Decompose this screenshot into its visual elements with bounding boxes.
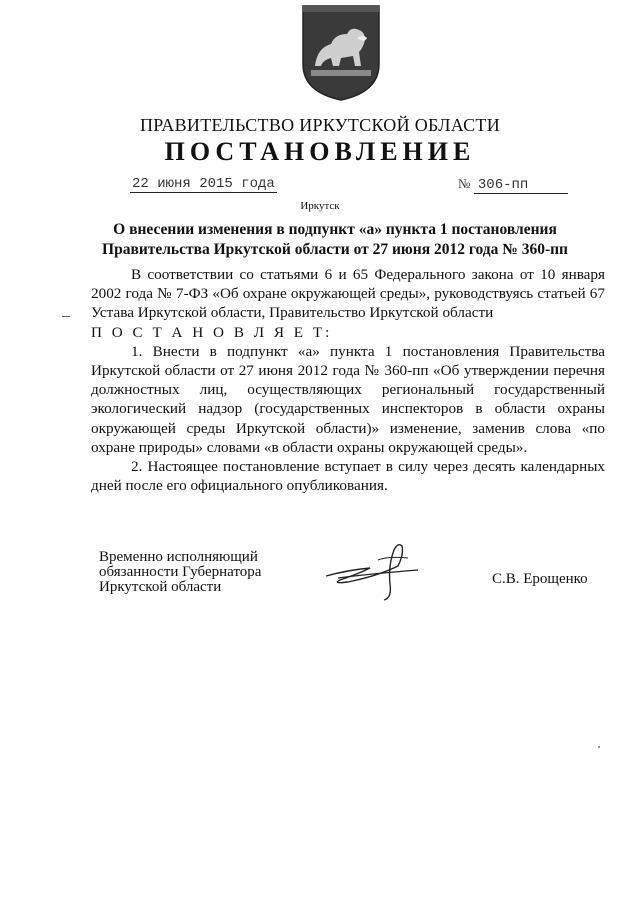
signatory-name: С.В. Ерощенко <box>492 571 588 587</box>
document-body <box>91 265 605 495</box>
resolves-heading: П О С Т А Н О В Л Я Е Т: <box>91 323 333 341</box>
item-1-paragraph: 1. Внести в подпункт «а» пункта 1 постановления Правительства Иркутской области от 27 июня 2012 года № 360-пп «Об утверждении перечня должностных лиц, осуществляющих региональный государственный экологический надзор (государственных инспекторов в области охраны окружающей среды Иркутской области)» изменение, заменив слова «по охране природы» словами «в области охраны окружающей среды». <box>91 342 605 456</box>
organization-heading: ПРАВИТЕЛЬСТВО ИРКУТСКОЙ ОБЛАСТИ <box>139 115 501 135</box>
number-value: 306-пп <box>474 177 568 194</box>
preamble-paragraph: В соответствии со статьями 6 и 65 Федерального закона от 10 января 2002 года № 7-ФЗ «Об охране окружающей среды», руководствуясь статьей 67 Устава Иркутской области, Правительство Иркутской области <box>91 266 605 322</box>
document-title <box>90 220 580 260</box>
signatory-title <box>99 550 261 595</box>
signatory-line-1: Временно исполняющий <box>99 549 258 565</box>
signatory-line-3: Иркутской области <box>99 579 222 595</box>
title-line-2: Правительства Иркутской области от 27 июня 2012 года № 360-пп <box>102 241 568 258</box>
item-2-paragraph: 2. Настоящее постановление вступает в силу через десять календарных дней после его официального опубликования. <box>91 458 605 495</box>
date-value: 22 июня 2015 года <box>132 176 275 192</box>
document-date <box>130 176 277 192</box>
coat-of-arms-icon <box>301 4 381 102</box>
document-number <box>458 176 568 194</box>
title-line-1: О внесении изменения в подпункт «а» пункта 1 постановления <box>113 221 557 238</box>
handwritten-signature <box>318 540 428 602</box>
signatory-line-2: обязанности Губернатора <box>99 564 262 580</box>
margin-mark <box>62 316 70 317</box>
number-prefix: № <box>458 176 471 191</box>
scan-speck <box>598 746 600 748</box>
document-type-heading: ПОСТАНОВЛЕНИЕ <box>164 137 476 166</box>
city-label: Иркутск <box>300 200 340 212</box>
